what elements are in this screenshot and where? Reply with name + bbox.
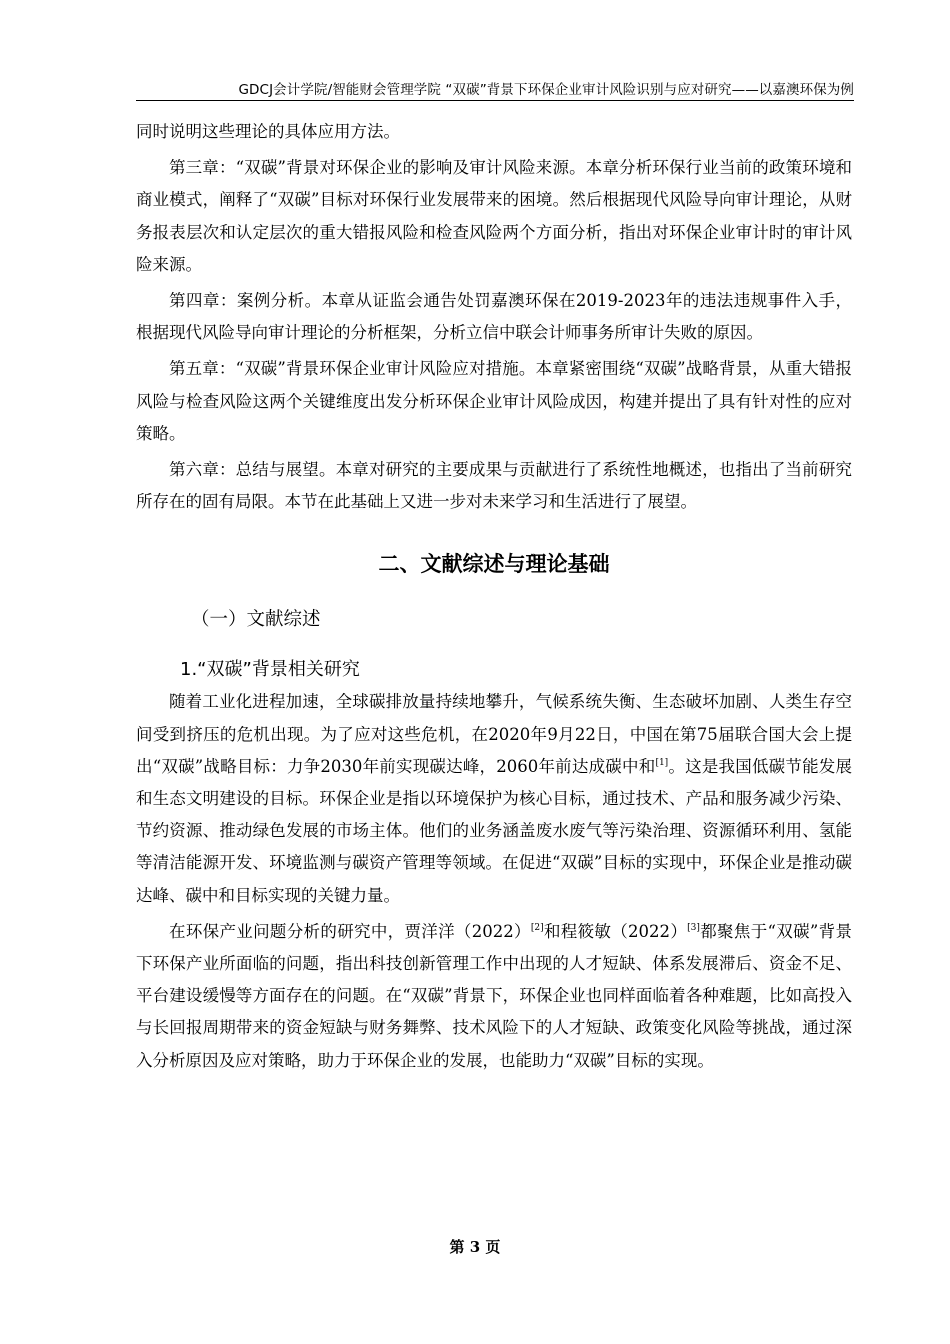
- body-text: [136, 116, 852, 1077]
- citation-1[interactable]: [1]: [655, 757, 669, 768]
- chapter-four-paragraph: 第四章：案例分析。本章从证监会通告处罚嘉澳环保在2019-2023年的违法违规事件入手，根据现代风险导向审计理论的分析框架，分析立信中联会计师事务所审计失败的原因。: [136, 291, 852, 343]
- para2-text-c: 都聚焦于“双碳”背景下环保产业所面临的问题，指出科技创新管理工作中出现的人才短缺、体系发展滞后、资金不足、平台建设缓慢等方面存在的问题。在“双碳”背景下，环保企业也同样面临着各种难题，比如高投入与长回报周期带来的资金短缺与财务舞弊、技术风险下的人才短缺、政策变化风险等挑战，通过深入分析原因及应对策略，助力于环保企业的发展，也能助力“双碳”目标的实现。: [136, 921, 852, 1070]
- chapter-six-paragraph: 第六章：总结与展望。本章对研究的主要成果与贡献进行了系统性地概述，也指出了当前研究所存在的固有局限。本节在此基础上又进一步对未来学习和生活进行了展望。: [136, 460, 852, 512]
- para1-text-b: 。这是我国低碳节能发展和生态文明建设的目标。环保企业是指以环境保护为核心目标，通过技术、产品和服务减少污染、节约资源、推动绿色发展的市场主体。他们的业务涵盖废水废气等污染治理、资源循环利用、氢能等清洁能源开发、环境监测与碳资产管理等领域。在促进“双碳”目标的实现中，环保企业是推动碳达峰、碳中和目标实现的关键力量。: [136, 756, 852, 905]
- literature-paragraph-1: [136, 686, 852, 911]
- citation-2[interactable]: [2]: [530, 922, 544, 933]
- intro-continuation: 同时说明这些理论的具体应用方法。: [136, 122, 400, 141]
- chapter-three-paragraph: 第三章：“双碳”背景对环保企业的影响及审计风险来源。本章分析环保行业当前的政策环境和商业模式，阐释了“双碳”目标对环保行业发展带来的困境。然后根据现代风险导向审计理论，从财务报表层次和认定层次的重大错报风险和检查风险两个方面分析，指出对环保企业审计时的审计风险来源。: [136, 158, 852, 274]
- subsection-title: （一）文献综述: [191, 609, 321, 631]
- header-rule: [136, 100, 854, 101]
- sub-subsection-title: 1.“双碳”背景相关研究: [180, 659, 360, 681]
- literature-paragraph-2: [136, 916, 852, 1077]
- section-title: 二、文献综述与理论基础: [378, 552, 610, 577]
- page-number: 第 3 页: [449, 1238, 501, 1256]
- para2-text-a: 在环保产业问题分析的研究中，贾洋洋（2022）: [169, 921, 531, 941]
- running-header: GDCJ会计学院/智能财会管理学院 “双碳”背景下环保企业审计风险识别与应对研究——以嘉澳环保为例: [238, 82, 854, 98]
- citation-3[interactable]: [3]: [687, 922, 700, 933]
- para2-text-b: 和程筱敏（2022）: [543, 921, 688, 941]
- para1-text-a: 随着工业化进程加速，全球碳排放量持续地攀升，气候系统失衡、生态破坏加剧、人类生存空间受到挤压的危机出现。为了应对这些危机，在2020年9月22日，中国在第75届联合国大会上提出“双碳”战略目标：力争2030年前实现碳达峰，2060年前达成碳中和: [136, 692, 852, 776]
- chapter-five-paragraph: 第五章：“双碳”背景环保企业审计风险应对措施。本章紧密围绕“双碳”战略背景，从重大错报风险与检查风险这两个关键维度出发分析环保企业审计风险成因，构建并提出了具有针对性的应对策略。: [136, 359, 852, 443]
